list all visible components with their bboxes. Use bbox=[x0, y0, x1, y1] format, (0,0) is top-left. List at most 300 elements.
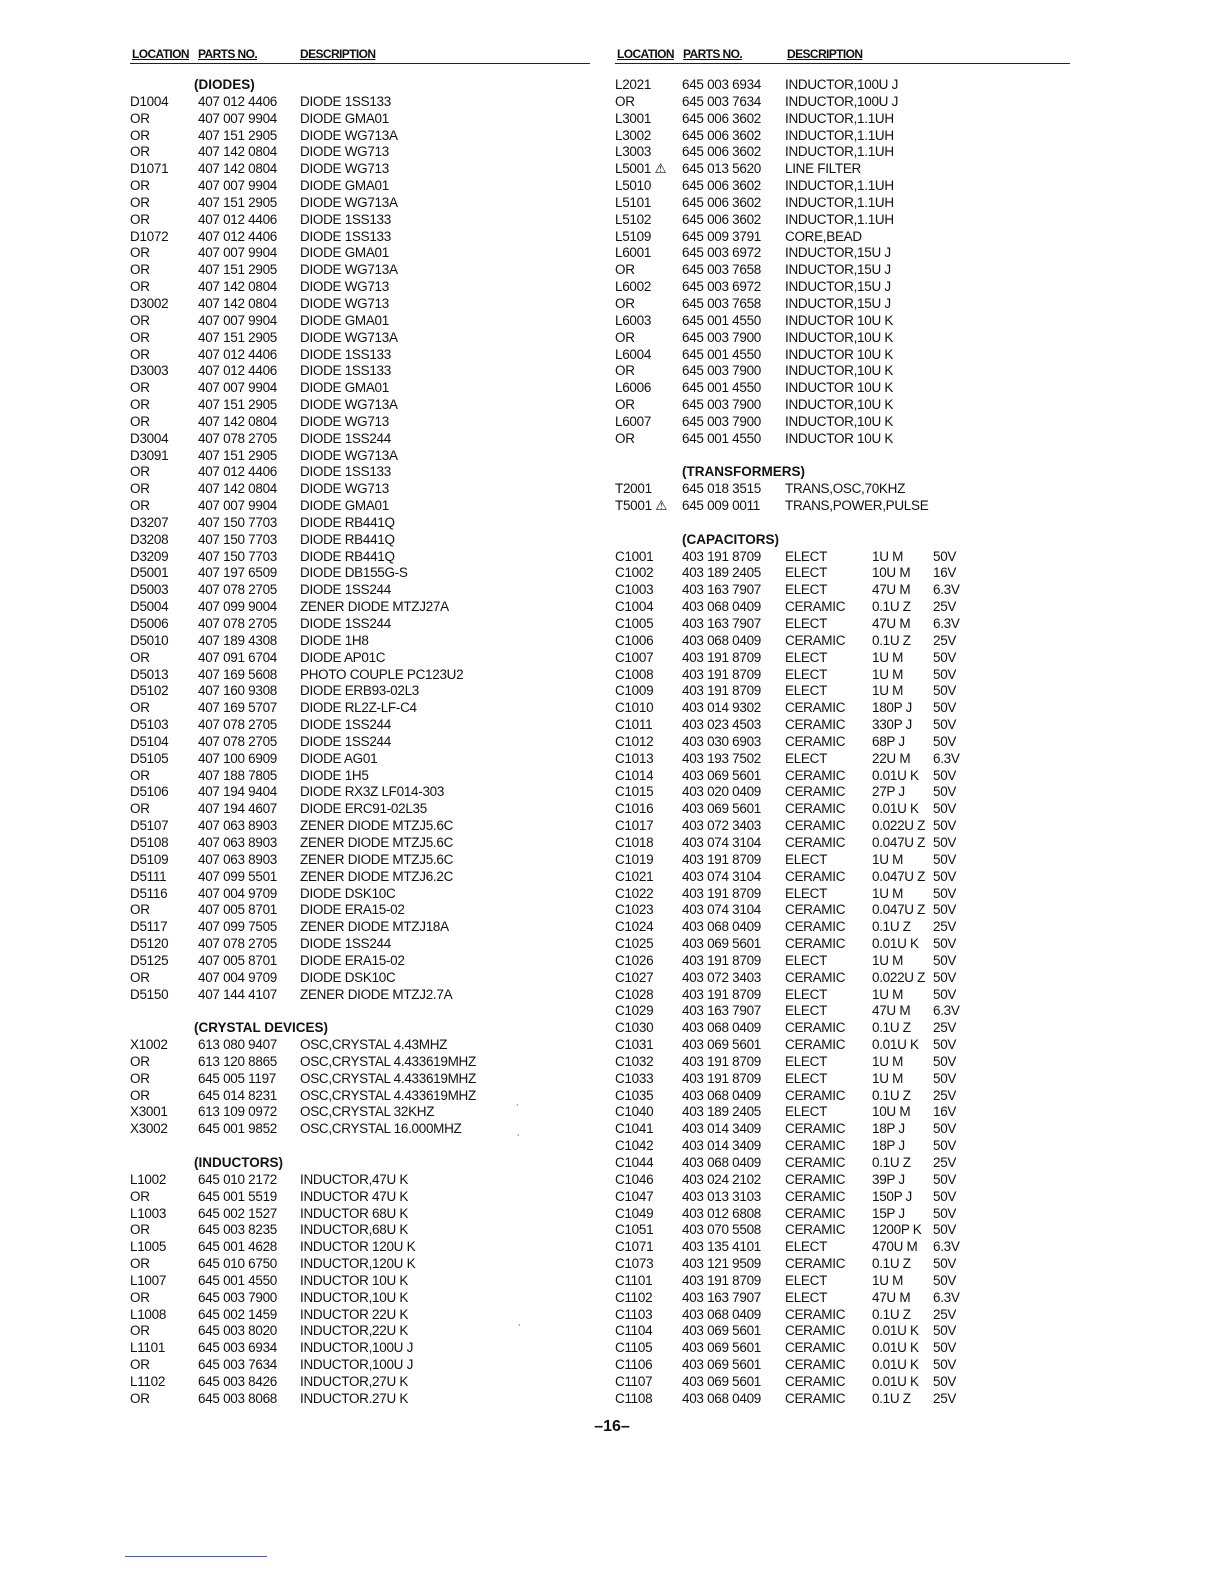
parts-row bbox=[130, 414, 590, 431]
location-cell: T2001 bbox=[615, 481, 652, 497]
description-cell: DIODE 1SS244 bbox=[300, 717, 391, 733]
parts-row bbox=[615, 1273, 1070, 1290]
description-cell: OSC,CRYSTAL 4.433619MHZ bbox=[300, 1053, 476, 1069]
value-cell: 1U M bbox=[872, 666, 904, 682]
location-cell: C1049 bbox=[615, 1205, 654, 1221]
parts-row bbox=[615, 1290, 1070, 1307]
parts-row bbox=[615, 1239, 1070, 1256]
parts-row bbox=[130, 128, 590, 145]
location-cell: D3003 bbox=[130, 363, 169, 379]
location-cell: OR bbox=[615, 397, 635, 413]
location-cell: C1017 bbox=[615, 818, 654, 834]
description-cell: ELECT bbox=[785, 1104, 828, 1120]
description-cell: CERAMIC bbox=[785, 1171, 846, 1187]
location-cell: C1027 bbox=[615, 969, 654, 985]
part-number-cell: 403 069 5601 bbox=[682, 801, 761, 817]
value-cell: 0.01U K bbox=[872, 936, 919, 952]
location-cell: OR bbox=[130, 767, 150, 783]
parts-row bbox=[615, 801, 1070, 818]
description-cell: INDUCTOR,22U K bbox=[300, 1323, 409, 1339]
description-cell: ELECT bbox=[785, 548, 828, 564]
description-cell: OSC,CRYSTAL 16.000MHZ bbox=[300, 1121, 462, 1137]
location-cell: OR bbox=[615, 430, 635, 446]
part-number-cell: 407 005 8701 bbox=[198, 952, 277, 968]
location-cell: OR bbox=[130, 1188, 150, 1204]
location-cell: OR bbox=[130, 144, 150, 160]
part-number-cell: 645 009 3791 bbox=[682, 228, 761, 244]
parts-row bbox=[615, 279, 1070, 296]
location-cell: X3001 bbox=[130, 1104, 168, 1120]
voltage-cell: 50V bbox=[933, 801, 957, 817]
voltage-cell: 50V bbox=[933, 1138, 957, 1154]
description-cell: INDUCTOR,100U J bbox=[785, 93, 899, 109]
description-cell: CERAMIC bbox=[785, 767, 846, 783]
location-cell: OR bbox=[130, 245, 150, 261]
part-number-cell: 645 003 6972 bbox=[682, 245, 761, 261]
part-number-cell: 407 142 0804 bbox=[198, 144, 277, 160]
part-number-cell: 403 163 7907 bbox=[682, 1289, 761, 1305]
value-cell: 0.047U Z bbox=[872, 834, 926, 850]
description-cell: ZENER DIODE MTZJ5.6C bbox=[300, 818, 454, 834]
part-number-cell: 403 013 3103 bbox=[682, 1188, 761, 1204]
description-cell: ELECT bbox=[785, 1289, 828, 1305]
location-cell: L3002 bbox=[615, 127, 652, 143]
description-cell: CERAMIC bbox=[785, 1390, 846, 1406]
value-cell: 0.1U Z bbox=[872, 1155, 911, 1170]
description-cell: INDUCTOR 68U K bbox=[300, 1205, 409, 1221]
description-cell: CERAMIC bbox=[785, 936, 846, 952]
description-cell: CERAMIC bbox=[785, 969, 846, 985]
parts-row bbox=[130, 970, 590, 987]
voltage-cell: 6.3V bbox=[933, 1289, 960, 1305]
part-number-cell: 645 003 7900 bbox=[682, 363, 761, 379]
part-number-cell: 645 001 4628 bbox=[198, 1239, 277, 1255]
description-cell: CERAMIC bbox=[785, 1357, 846, 1373]
location-cell: D5106 bbox=[130, 784, 169, 800]
description-cell: INDUCTOR,68U K bbox=[300, 1222, 409, 1238]
description-cell: DIODE WG713 bbox=[300, 481, 389, 497]
parts-row bbox=[130, 229, 590, 246]
voltage-cell: 25V bbox=[933, 1087, 957, 1103]
description-cell: CERAMIC bbox=[785, 1340, 846, 1356]
parts-row bbox=[615, 1391, 1070, 1408]
description-cell: INDUCTOR.27U K bbox=[300, 1390, 409, 1406]
value-cell: 47U M bbox=[872, 1289, 911, 1305]
section-title: (INDUCTORS) bbox=[194, 1155, 283, 1170]
description-cell: DIODE GMA01 bbox=[300, 245, 389, 261]
description-cell: CERAMIC bbox=[785, 1205, 846, 1221]
location-cell: OR bbox=[130, 194, 150, 210]
location-cell: C1051 bbox=[615, 1222, 654, 1238]
header-description: DESCRIPTION bbox=[787, 47, 863, 61]
location-cell: D5150 bbox=[130, 986, 169, 1002]
part-number-cell: 407 012 4406 bbox=[198, 363, 277, 379]
value-cell: 18P J bbox=[872, 1138, 905, 1154]
location-cell: L6002 bbox=[615, 279, 652, 295]
description-cell: INDUCTOR,15U J bbox=[785, 245, 891, 261]
parts-row bbox=[615, 178, 1070, 195]
location-cell: D5103 bbox=[130, 717, 169, 733]
description-cell: ELECT bbox=[785, 1003, 828, 1019]
value-cell: 0.01U K bbox=[872, 1323, 919, 1339]
part-number-cell: 407 142 0804 bbox=[198, 481, 277, 497]
location-cell: D5120 bbox=[130, 936, 169, 952]
location-cell: C1042 bbox=[615, 1138, 654, 1154]
location-cell: C1004 bbox=[615, 599, 654, 615]
part-number-cell: 407 150 7703 bbox=[198, 548, 277, 564]
location-cell: C1016 bbox=[615, 801, 654, 817]
parts-row bbox=[130, 481, 590, 498]
description-cell: DIODE 1SS133 bbox=[300, 464, 391, 480]
location-cell: C1073 bbox=[615, 1256, 654, 1272]
part-number-cell: 407 099 5501 bbox=[198, 868, 277, 884]
location-cell: OR bbox=[130, 312, 150, 328]
part-number-cell: 403 121 9509 bbox=[682, 1256, 761, 1272]
description-cell: CERAMIC bbox=[785, 717, 846, 733]
part-number-cell: 645 013 5620 bbox=[682, 161, 761, 177]
part-number-cell: 403 191 8709 bbox=[682, 1053, 761, 1069]
location-cell: T5001 ⚠ bbox=[615, 498, 668, 514]
location-cell: D5108 bbox=[130, 834, 169, 850]
header-parts-no: PARTS NO. bbox=[198, 47, 258, 61]
parts-row bbox=[130, 549, 590, 566]
parts-row bbox=[130, 683, 590, 700]
part-number-cell: 645 003 7658 bbox=[682, 262, 761, 278]
description-cell: ELECT bbox=[785, 1070, 828, 1086]
part-number-cell: 407 194 4607 bbox=[198, 801, 277, 817]
description-cell: DIODE GMA01 bbox=[300, 110, 389, 126]
part-number-cell: 407 012 4406 bbox=[198, 211, 277, 227]
location-cell: C1029 bbox=[615, 1003, 654, 1019]
location-cell: D5111 bbox=[130, 868, 167, 884]
description-cell: INDUCTOR,47U K bbox=[300, 1171, 409, 1187]
part-number-cell: 645 003 6934 bbox=[682, 77, 761, 92]
description-cell: CERAMIC bbox=[785, 1138, 846, 1154]
location-cell: C1022 bbox=[615, 885, 654, 901]
voltage-cell: 25V bbox=[933, 632, 957, 648]
description-cell: ELECT bbox=[785, 1272, 828, 1288]
part-number-cell: 645 001 4550 bbox=[682, 312, 761, 328]
section-title: (TRANSFORMERS) bbox=[682, 464, 805, 480]
parts-row bbox=[615, 717, 1070, 734]
part-number-cell: 645 003 7900 bbox=[198, 1289, 277, 1305]
location-cell: C1012 bbox=[615, 733, 654, 749]
description-cell: DIODE WG713A bbox=[300, 194, 398, 210]
voltage-cell: 50V bbox=[933, 834, 957, 850]
parts-row bbox=[130, 801, 590, 818]
description-cell: INDUCTOR 10U K bbox=[785, 380, 894, 396]
page-number: –16– bbox=[594, 1418, 630, 1435]
location-cell: L5001 ⚠ bbox=[615, 161, 667, 177]
description-cell: INDUCTOR 10U K bbox=[785, 312, 894, 328]
part-number-cell: 407 099 7505 bbox=[198, 919, 277, 935]
description-cell: CERAMIC bbox=[785, 1306, 846, 1322]
parts-row bbox=[130, 262, 590, 279]
part-number-cell: 403 024 2102 bbox=[682, 1171, 761, 1187]
value-cell: 0.01U K bbox=[872, 1340, 919, 1356]
description-cell: DIODE DSK10C bbox=[300, 885, 396, 901]
location-cell: OR bbox=[130, 464, 150, 480]
description-cell: CERAMIC bbox=[785, 1256, 846, 1272]
parts-row bbox=[615, 414, 1070, 431]
parts-row bbox=[615, 1088, 1070, 1105]
description-cell: DIODE WG713A bbox=[300, 127, 398, 143]
location-cell: C1009 bbox=[615, 683, 654, 699]
parts-row bbox=[130, 902, 590, 919]
description-cell: DIODE RB441Q bbox=[300, 548, 395, 564]
parts-row bbox=[130, 1121, 590, 1138]
parts-row bbox=[615, 1340, 1070, 1357]
part-number-cell: 403 070 5508 bbox=[682, 1222, 761, 1238]
right-column-header bbox=[615, 43, 1070, 64]
location-cell: L1002 bbox=[130, 1171, 167, 1187]
section-gap bbox=[130, 1003, 590, 1020]
description-cell: OSC,CRYSTAL 32KHZ bbox=[300, 1104, 435, 1120]
description-cell: DIODE WG713A bbox=[300, 397, 398, 413]
part-number-cell: 407 007 9904 bbox=[198, 312, 277, 328]
location-cell: C1007 bbox=[615, 649, 654, 665]
part-number-cell: 645 010 2172 bbox=[198, 1171, 277, 1187]
parts-row bbox=[130, 650, 590, 667]
voltage-cell: 50V bbox=[933, 666, 957, 682]
parts-row bbox=[615, 380, 1070, 397]
location-cell: OR bbox=[130, 1070, 150, 1086]
description-cell: DIODE ERA15-02 bbox=[300, 952, 405, 968]
part-number-cell: 403 072 3403 bbox=[682, 969, 761, 985]
parts-row bbox=[130, 987, 590, 1004]
location-cell: D3002 bbox=[130, 295, 169, 311]
parts-row bbox=[130, 1037, 590, 1054]
part-number-cell: 407 150 7703 bbox=[198, 514, 277, 530]
voltage-cell: 50V bbox=[933, 784, 957, 800]
parts-row bbox=[615, 599, 1070, 616]
location-cell: OR bbox=[130, 211, 150, 227]
parts-row bbox=[615, 1374, 1070, 1391]
location-cell: OR bbox=[130, 1289, 150, 1305]
value-cell: 1U M bbox=[872, 649, 904, 665]
parts-row bbox=[615, 1222, 1070, 1239]
description-cell: INDUCTOR,100U J bbox=[300, 1340, 414, 1356]
part-number-cell: 407 151 2905 bbox=[198, 262, 277, 278]
part-number-cell: 645 003 7900 bbox=[682, 413, 761, 429]
voltage-cell: 25V bbox=[933, 1390, 957, 1406]
parts-row bbox=[615, 77, 1070, 94]
location-cell: C1008 bbox=[615, 666, 654, 682]
parts-row bbox=[130, 1206, 590, 1223]
parts-row bbox=[615, 1003, 1070, 1020]
parts-row bbox=[615, 970, 1070, 987]
parts-row bbox=[130, 835, 590, 852]
description-cell: ELECT bbox=[785, 952, 828, 968]
part-number-cell: 645 002 1459 bbox=[198, 1306, 277, 1322]
voltage-cell: 6.3V bbox=[933, 1239, 960, 1255]
left-parts-column bbox=[130, 43, 590, 1408]
location-cell: C1040 bbox=[615, 1104, 654, 1120]
part-number-cell: 645 006 3602 bbox=[682, 194, 761, 210]
description-cell: CERAMIC bbox=[785, 632, 846, 648]
part-number-cell: 407 151 2905 bbox=[198, 127, 277, 143]
value-cell: 0.1U Z bbox=[872, 1390, 911, 1406]
voltage-cell: 50V bbox=[933, 1053, 957, 1069]
location-cell: C1101 bbox=[615, 1272, 653, 1288]
location-cell: C1005 bbox=[615, 616, 654, 631]
voltage-cell: 6.3V bbox=[933, 616, 960, 631]
location-cell: OR bbox=[130, 969, 150, 985]
part-number-cell: 403 163 7907 bbox=[682, 582, 761, 598]
description-cell: INDUCTOR,1.1UH bbox=[785, 127, 894, 143]
description-cell: ELECT bbox=[785, 851, 828, 867]
value-cell: 0.1U Z bbox=[872, 1020, 911, 1036]
part-number-cell: 407 100 6909 bbox=[198, 750, 277, 766]
part-number-cell: 407 078 2705 bbox=[198, 936, 277, 952]
parts-row bbox=[615, 195, 1070, 212]
parts-row bbox=[130, 212, 590, 229]
parts-row bbox=[615, 1020, 1070, 1037]
description-cell: DIODE RB441Q bbox=[300, 514, 395, 530]
location-cell: C1071 bbox=[615, 1239, 654, 1255]
location-cell: OR bbox=[130, 1323, 150, 1339]
voltage-cell: 50V bbox=[933, 868, 957, 884]
location-cell: OR bbox=[130, 178, 150, 194]
location-cell: D5104 bbox=[130, 733, 169, 749]
value-cell: 1U M bbox=[872, 885, 904, 901]
parts-row bbox=[130, 448, 590, 465]
part-number-cell: 645 009 0011 bbox=[682, 498, 760, 514]
voltage-cell: 50V bbox=[933, 649, 957, 665]
parts-row bbox=[130, 347, 590, 364]
location-cell: D3091 bbox=[130, 447, 169, 463]
part-number-cell: 403 014 3409 bbox=[682, 1121, 761, 1137]
description-cell: DIODE DSK10C bbox=[300, 969, 396, 985]
part-number-cell: 407 194 9404 bbox=[198, 784, 277, 800]
location-cell: C1028 bbox=[615, 986, 654, 1002]
location-cell: D1071 bbox=[130, 161, 169, 177]
description-cell: DIODE WG713 bbox=[300, 161, 389, 177]
location-cell: L5010 bbox=[615, 178, 652, 194]
location-cell: D5116 bbox=[130, 885, 168, 901]
voltage-cell: 25V bbox=[933, 1020, 957, 1036]
part-number-cell: 403 191 8709 bbox=[682, 666, 761, 682]
location-cell: D1004 bbox=[130, 93, 169, 109]
voltage-cell: 16V bbox=[933, 565, 957, 581]
parts-row bbox=[615, 886, 1070, 903]
location-cell: X1002 bbox=[130, 1037, 168, 1053]
description-cell: ELECT bbox=[785, 616, 828, 631]
part-number-cell: 407 169 5608 bbox=[198, 666, 277, 682]
parts-row bbox=[615, 1172, 1070, 1189]
value-cell: 1U M bbox=[872, 1053, 904, 1069]
value-cell: 10U M bbox=[872, 1104, 911, 1120]
description-cell: INDUCTOR,10U K bbox=[785, 329, 894, 345]
part-number-cell: 645 003 8068 bbox=[198, 1390, 277, 1406]
description-cell: DIODE 1SS133 bbox=[300, 346, 391, 362]
value-cell: 10U M bbox=[872, 565, 911, 581]
voltage-cell: 50V bbox=[933, 1373, 957, 1389]
description-cell: INDUCTOR,15U J bbox=[785, 295, 891, 311]
parts-row bbox=[130, 111, 590, 128]
location-cell: C1002 bbox=[615, 565, 654, 581]
part-number-cell: 403 189 2405 bbox=[682, 1104, 761, 1120]
description-cell: CERAMIC bbox=[785, 1037, 846, 1053]
value-cell: 0.01U K bbox=[872, 1373, 919, 1389]
value-cell: 150P J bbox=[872, 1188, 912, 1204]
location-cell: C1105 bbox=[615, 1340, 653, 1356]
parts-row bbox=[130, 599, 590, 616]
parts-row bbox=[130, 144, 590, 161]
parts-row bbox=[130, 1391, 590, 1408]
part-number-cell: 407 151 2905 bbox=[198, 447, 277, 463]
parts-row bbox=[130, 717, 590, 734]
parts-row bbox=[615, 633, 1070, 650]
location-cell: L3003 bbox=[615, 144, 652, 160]
part-number-cell: 407 160 9308 bbox=[198, 683, 277, 699]
location-cell: OR bbox=[130, 1053, 150, 1069]
location-cell: D3208 bbox=[130, 531, 169, 547]
part-number-cell: 403 191 8709 bbox=[682, 952, 761, 968]
part-number-cell: 403 191 8709 bbox=[682, 1272, 761, 1288]
parts-row bbox=[130, 313, 590, 330]
parts-row bbox=[615, 1071, 1070, 1088]
description-cell: CERAMIC bbox=[785, 818, 846, 834]
location-cell: C1033 bbox=[615, 1070, 654, 1086]
parts-row bbox=[130, 953, 590, 970]
description-cell: INDUCTOR,1.1UH bbox=[785, 194, 894, 210]
part-number-cell: 407 151 2905 bbox=[198, 397, 277, 413]
description-cell: CERAMIC bbox=[785, 834, 846, 850]
part-number-cell: 645 014 8231 bbox=[198, 1087, 277, 1103]
part-number-cell: 403 020 0409 bbox=[682, 784, 761, 800]
part-number-cell: 403 072 3403 bbox=[682, 818, 761, 834]
parts-row bbox=[615, 818, 1070, 835]
scan-speck: ⸱ bbox=[518, 1320, 521, 1330]
part-number-cell: 403 163 7907 bbox=[682, 616, 761, 631]
parts-row bbox=[615, 936, 1070, 953]
footer-rule bbox=[125, 1556, 267, 1557]
description-cell: DIODE 1SS244 bbox=[300, 733, 391, 749]
description-cell: ELECT bbox=[785, 750, 828, 766]
part-number-cell: 403 189 2405 bbox=[682, 565, 761, 581]
parts-row bbox=[615, 902, 1070, 919]
value-cell: 0.01U K bbox=[872, 767, 919, 783]
value-cell: 39P J bbox=[872, 1171, 905, 1187]
voltage-cell: 16V bbox=[933, 1104, 957, 1120]
part-number-cell: 403 191 8709 bbox=[682, 649, 761, 665]
part-number-cell: 403 191 8709 bbox=[682, 986, 761, 1002]
location-cell: C1030 bbox=[615, 1020, 654, 1036]
location-cell: C1001 bbox=[615, 548, 654, 564]
part-number-cell: 645 005 1197 bbox=[198, 1070, 276, 1086]
part-number-cell: 407 142 0804 bbox=[198, 279, 277, 295]
description-cell: INDUCTOR 10U K bbox=[785, 346, 894, 362]
parts-row bbox=[615, 987, 1070, 1004]
part-number-cell: 403 068 0409 bbox=[682, 1155, 761, 1170]
voltage-cell: 50V bbox=[933, 1357, 957, 1373]
scan-speck: ⸱ bbox=[517, 1130, 520, 1140]
location-cell: C1104 bbox=[615, 1323, 653, 1339]
parts-row bbox=[615, 296, 1070, 313]
description-cell: INDUCTOR,10U K bbox=[785, 363, 894, 379]
location-cell: L6004 bbox=[615, 346, 652, 362]
location-cell: C1035 bbox=[615, 1087, 654, 1103]
value-cell: 47U M bbox=[872, 582, 911, 598]
part-number-cell: 403 012 6808 bbox=[682, 1205, 761, 1221]
parts-row bbox=[130, 431, 590, 448]
parts-row bbox=[615, 1189, 1070, 1206]
parts-row bbox=[615, 161, 1070, 178]
location-cell: D5010 bbox=[130, 632, 169, 648]
parts-row bbox=[615, 582, 1070, 599]
description-cell: ZENER DIODE MTZJ2.7A bbox=[300, 986, 453, 1002]
